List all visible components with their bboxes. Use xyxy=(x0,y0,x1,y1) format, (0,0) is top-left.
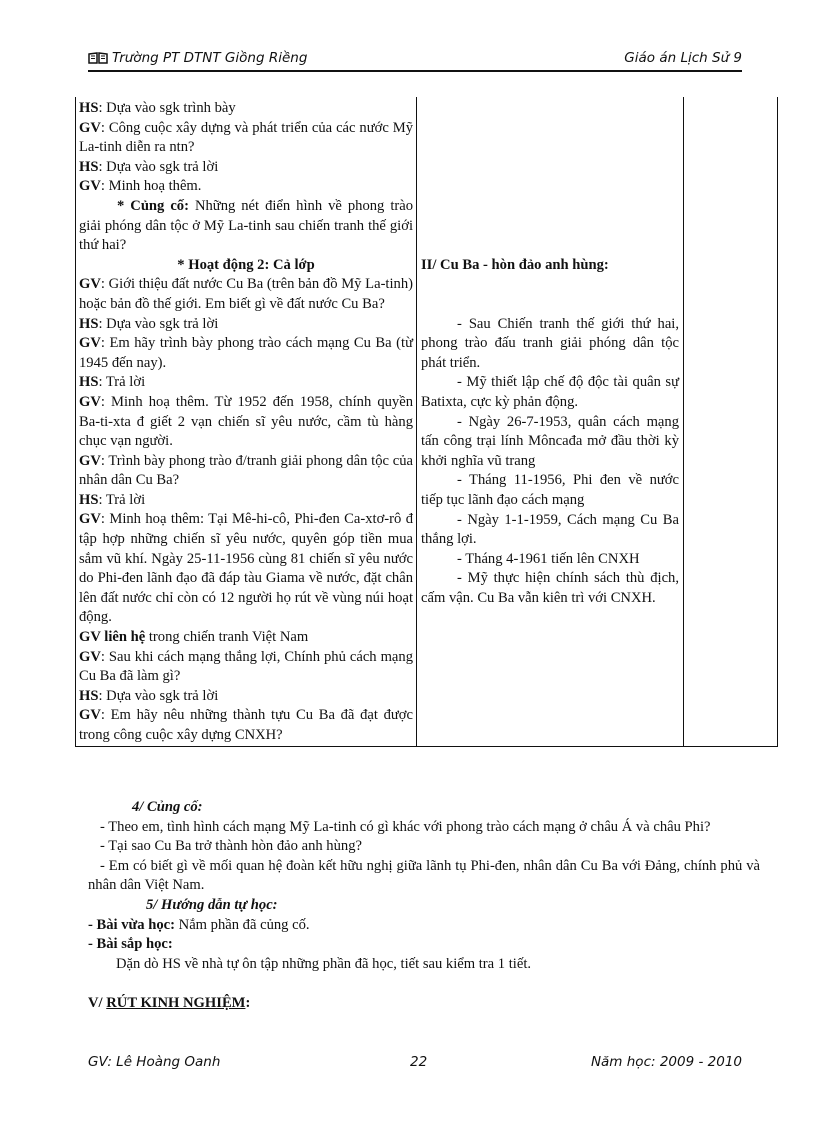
content-item: - Sau Chiến tranh thế giới thứ hai, phong trào đấu tranh giải phóng dân tộc phát triển. xyxy=(421,315,679,371)
line-gv-3: GV: Giới thiệu đất nước Cu Ba (trên bản đồ Mỹ La-tinh) hoặc bản đồ thế giới. Em biết gì về đất nước Cu Ba? xyxy=(79,276,413,312)
page-header xyxy=(88,50,742,72)
cung-co-item: - Em có biết gì về mối quan hệ đoàn kết hữu nghị giữa lãnh tụ Phi-đen, nhân dân Cu Ba với Đảng, chính phủ và nhân dân Việt Nam. xyxy=(88,857,760,894)
huong-dan-title: 5/ Hướng dẫn tự học: xyxy=(146,896,278,913)
line-gv-9: GV: Em hãy nêu những thành tựu Cu Ba đã đạt được trong công cuộc xây dựng CNXH? xyxy=(79,707,413,743)
cung-co-title: 4/ Củng cố: xyxy=(132,799,203,815)
header-left xyxy=(88,50,307,66)
line-hs-4: HS: Trả lời xyxy=(79,374,146,391)
content-item: - Tháng 11-1956, Phi đen về nước tiếp tục lãnh đạo cách mạng xyxy=(421,472,679,508)
cung-co-item: - Tại sao Cu Ba trở thành hòn đảo anh hùng? xyxy=(100,838,362,855)
content-item: - Mỹ thực hiện chính sách thù địch, cấm vận. Cu Ba vẫn kiên trì với CNXH. xyxy=(421,570,679,606)
line-gv-5: GV: Minh hoạ thêm. Từ 1952 đến 1958, chính quyền Ba-ti-xta đ giết 2 vạn chiến sĩ yêu nước, cầm tù hàng chục vạn người. xyxy=(79,393,413,450)
content-item: - Ngày 26-7-1953, quân cách mạng tấn công trại lính Môncađa mở đầu thời kỳ khởi nghĩa vũ trang xyxy=(421,413,679,469)
rut-kinh-nghiem-title: V/ RÚT KINH NGHIỆM: xyxy=(88,995,251,1012)
line-hs-6: HS: Dựa vào sgk trả lời xyxy=(79,687,219,704)
school-name: Trường PT DTNT Giồng Riềng xyxy=(112,50,308,66)
page-footer xyxy=(88,1054,742,1074)
notes-column xyxy=(684,97,778,746)
activity-2-heading: * Hoạt động 2: Cả lớp xyxy=(177,256,315,273)
bai-sap-hoc-text: Dặn dò HS về nhà tự ôn tập những phần đã học, tiết sau kiểm tra 1 tiết. xyxy=(116,955,532,972)
teacher-name: GV: Lê Hoàng Oanh xyxy=(88,1054,221,1070)
line-hs-2: HS: Dựa vào sgk trả lời xyxy=(79,158,219,175)
lesson-table xyxy=(75,97,778,747)
school-year: Năm học: 2009 - 2010 xyxy=(590,1054,742,1070)
line-cung-co: * Củng cố: Những nét điển hình về phong trào giải phóng dân tộc ở Mỹ La-tinh sau chiến tranh thế giới thứ hai? xyxy=(79,197,414,254)
line-gv-8: GV: Sau khi cách mạng thắng lợi, Chính phủ cách mạng Cu Ba đã làm gì? xyxy=(79,648,413,685)
content-spacer xyxy=(421,99,679,256)
line-hs-1: HS: Dựa vào sgk trình bày xyxy=(79,100,236,116)
bai-vua-hoc: - Bài vừa học: Nắm phần đã củng cố. xyxy=(88,916,310,933)
line-gv-6: GV: Trình bày phong trào đ/tranh giải phong dân tộc của nhân dân Cu Ba? xyxy=(79,452,413,489)
content-column xyxy=(417,97,684,746)
content-spacer-2 xyxy=(421,276,679,315)
line-gv-2: GV: Minh hoạ thêm. xyxy=(79,178,202,195)
line-gv-7: GV: Minh hoạ thêm: Tại Mê-hi-cô, Phi-đen Ca-xtơ-rô đ tập hợp những chiến sĩ yêu nước, quyên góp tiền mua sắm vũ khí. Ngày 25-11-1956 cùng 81 chiến sĩ yêu nước do Phi-đen lãnh đạo đã đáp tàu Giama về nước, đặt chân lên đất nước chỉ còn có 12 người họ rút về vùng núi hoạt động. xyxy=(79,511,413,626)
line-gv-4: GV: Em hãy trình bày phong trào cách mạng Cu Ba (từ 1945 đến nay). xyxy=(79,335,413,371)
line-gv-1: GV: Công cuộc xây dựng và phát triển của các nước Mỹ La-tinh diễn ra ntn? xyxy=(79,119,413,156)
lesson-footer-sections xyxy=(88,798,760,1014)
activity-column xyxy=(76,97,417,746)
line-hs-5: HS: Trả lời xyxy=(79,491,146,508)
book-icon xyxy=(88,52,108,64)
line-gv-lien-he: GV liên hệ trong chiến tranh Việt Nam xyxy=(79,629,309,646)
content-item: - Ngày 1-1-1959, Cách mạng Cu Ba thắng lợi. xyxy=(421,511,679,548)
cung-co-item: - Theo em, tình hình cách mạng Mỹ La-tinh có gì khác với phong trào cách mạng ở châu Á và châu Phi? xyxy=(100,818,711,835)
content-item: - Mỹ thiết lập chế độ độc tài quân sự Batixta, cực kỳ phản động. xyxy=(421,374,679,410)
section-cuba-title: II/ Cu Ba - hòn đảo anh hùng: xyxy=(421,257,609,273)
bai-sap-hoc-label: - Bài sắp học: xyxy=(88,936,173,953)
page-number: 22 xyxy=(410,1054,428,1070)
subject-title: Giáo án Lịch Sử 9 xyxy=(624,50,742,66)
line-hs-3: HS: Dựa vào sgk trả lời xyxy=(79,315,219,332)
content-item: - Tháng 4-1961 tiến lên CNXH xyxy=(457,550,640,567)
